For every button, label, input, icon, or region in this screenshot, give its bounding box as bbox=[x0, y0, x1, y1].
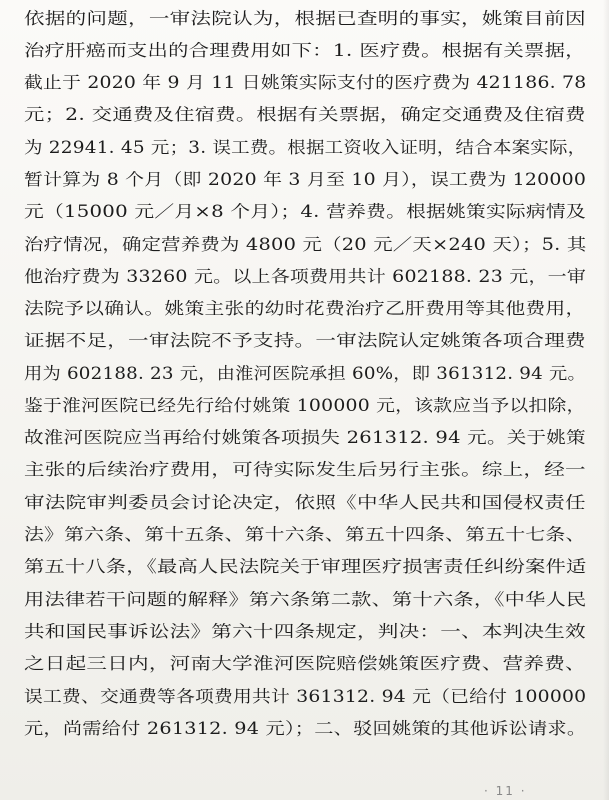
text-line-9: 他治疗费为 33260 元。以上各项费用共计 602188. 23 元，一审 bbox=[24, 267, 587, 286]
text-line-10: 法院予以确认。姚策主张的幼时花费治疗乙肝费用等其他费用， bbox=[24, 299, 586, 318]
text-line-5: 为 22941. 45 元；3. 误工费。根据工资收入证明，结合本案实际， bbox=[24, 138, 587, 157]
text-line-17: 法》第六条、第十五条、第十六条、第五十四条、第五十七条、 bbox=[24, 525, 586, 544]
text-line-11: 证据不足，一审法院不予支持。一审法院认定姚策各项合理费 bbox=[24, 331, 586, 350]
text-line-18: 第五十八条，《最高人民法院关于审理医疗损害责任纠纷案件适 bbox=[24, 557, 587, 576]
text-line-3: 截止于 2020 年 9 月 11 日姚策实际支付的医疗费为 421186. 78 bbox=[24, 73, 587, 92]
text-line-4: 元；2. 交通费及住宿费。根据有关票据，确定交通费及住宿费 bbox=[24, 105, 586, 124]
text-line-6: 暂计算为 8 个月（即 2020 年 3 月至 10 月），误工费为 120000 bbox=[24, 170, 587, 189]
text-line-21: 之日起三日内，河南大学淮河医院赔偿姚策医疗费、营养费、 bbox=[24, 654, 586, 673]
text-line-15: 主张的后续治疗费用，可待实际发生后另行主张。综上，经一 bbox=[24, 460, 586, 479]
text-line-14: 故淮河医院应当再给付姚策各项损失 261312. 94 元。关于姚策 bbox=[24, 428, 586, 447]
text-line-22: 误工费、交通费等各项费用共计 361312. 94 元（已给付 100000 bbox=[24, 687, 587, 706]
text-line-16: 审法院审判委员会讨论决定，依照《中华人民共和国侵权责任 bbox=[24, 493, 586, 512]
text-line-12: 用为 602188. 23 元，由淮河医院承担 60%，即 361312. 94 元。 bbox=[24, 364, 586, 383]
text-line-23: 元，尚需给付 261312. 94 元）；二、驳回姚策的其他诉讼请求。 bbox=[24, 719, 587, 738]
text-line-7: 元（15000 元／月×8 个月）；4. 营养费。根据姚策实际病情及 bbox=[24, 202, 586, 221]
text-line-1: 依据的问题，一审法院认为，根据已查明的事实，姚策目前因 bbox=[24, 9, 586, 28]
text-line-8: 治疗情况，确定营养费为 4800 元（20 元／天×240 天）；5. 其 bbox=[24, 235, 587, 254]
text-line-19: 用法律若干问题的解释》第六条第二款、第十六条，《中华人民 bbox=[24, 590, 587, 609]
text-line-20: 共和国民事诉讼法》第六十四条规定，判决：一、本判决生效 bbox=[24, 622, 586, 641]
text-line-2: 治疗肝癌而支出的合理费用如下：1. 医疗费。根据有关票据， bbox=[24, 41, 586, 60]
page-number: · 11 · bbox=[484, 784, 527, 798]
scan-edge-shadow bbox=[603, 0, 609, 800]
text-line-13: 鉴于淮河医院已经先行给付姚策 100000 元，该款应当予以扣除， bbox=[24, 396, 586, 415]
